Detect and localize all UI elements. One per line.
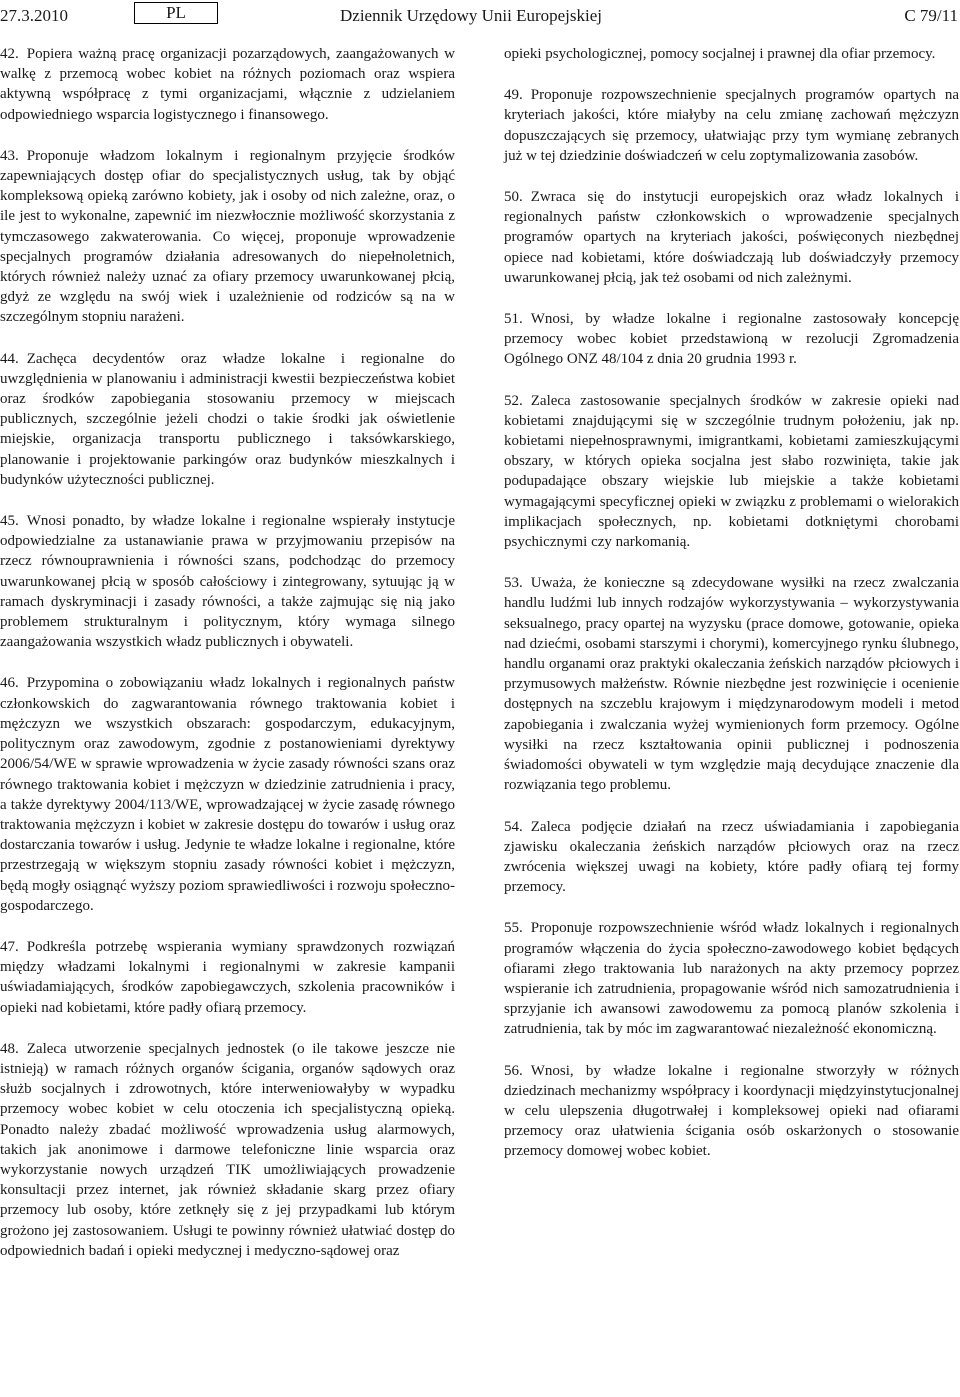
paragraph-text: Zaleca zastosowanie specjalnych środków w zakresie opieki nad kobietami znajdującymi się w szczególnie trudnym położeniu, jak np. kobietami niepełnosprawnymi, imigrantkami, kobietami zamieszkującymi obszary, w których opieka socjalna jest słabo rozwinięta, takie jak podupadające obszary wiejskie lub miejskie a także kobietami wymagającymi specyficznej opieki w związku z problemami o wielorakich implikacjach społecznych, np. kobietami dotkniętymi chorobami psychicznymi czy narkomanią. xyxy=(504,392,959,551)
paragraph-number: 53. xyxy=(504,575,523,592)
left-column xyxy=(0,44,455,1282)
paragraph-text: Zaleca utworzenie specjalnych jednostek (o ile takowe jeszcze nie istnieją) w ramach różnych organów ścigania, organów sądowych oraz służb socjalnych i zdrowotnych, które interweniowałyby w wypadku przemocy wobec kobiet w celu otoczenia ich specjalistyczną opieką. Ponadto należy zbadać możliwość wprowadzenia usług alarmowych, takich jak anonimowe i darmowe telefoniczne linie wsparcia oraz wykorzystanie nowych urządzeń TIK umożliwiających prowadzenie konsultacji przez internet, jak również składanie skarg przez ofiary przemocy lub osoby, które zetknęły się z jej przypadkami lub którym grożono jej zastosowaniem. Usługi te powinny również ułatwiać dostęp do odpowiednich badań i opieki medycznej i medyczno-sądowej oraz xyxy=(0,1040,455,1259)
paragraph-49 xyxy=(504,85,959,166)
paragraph-56 xyxy=(504,1061,959,1162)
paragraph-46 xyxy=(0,673,455,915)
paragraph-47 xyxy=(0,937,455,1018)
paragraph-48 xyxy=(0,1039,455,1261)
paragraph-text: Proponuje władzom lokalnym i regionalnym przyjęcie środków zapewniających dostęp ofiar do specjalistycznych usług, tak by objąć kompleksową opieką zarówno kobiety, jak i osoby od nich zależne, oraz, o ile jest to wykonalne, zapewnić im niezwłocznie możliwość skorzystania z tymczasowego zakwaterowania. Co więcej, proponuje wprowadzenie specjalnych programów działania adresowanych do niepełnoletnich, których również należy uznać za ofiary przemocy uwarunkowanej płcią, gdyż ze względu na swój wiek i uzależnienie od rodziców są na w szczególnym stopniu narażeni. xyxy=(0,147,455,326)
paragraph-number: 43. xyxy=(0,147,19,164)
journal-title: Dziennik Urzędowy Unii Europejskiej xyxy=(340,6,603,25)
paragraph-text: opieki psychologicznej, pomocy socjalnej i prawnej dla ofiar przemocy. xyxy=(504,46,936,62)
paragraph-text: Wnosi ponadto, by władze lokalne i regionalne wspierały instytucje odpowiedzialne za ustanawianie prawa w przyjmowaniu przepisów na rzecz równouprawnienia i równości szans, podchodząc do przemocy uwarunkowanej płcią w sposób całościowy i zintegrowany, sytuując ją w ramach dyskryminacji i zasady równości, a także zajmując się nią jako problemem strukturalnym i politycznym, który wymaga silnego zaangażowania wszystkich władz publicznych i obywateli. xyxy=(0,513,455,651)
paragraph-number: 56. xyxy=(504,1062,523,1079)
paragraph-text: Proponuje rozpowszechnienie specjalnych programów opartych na kryteriach jakości, które miałyby na celu zmianę zachowań mężczyzn dopuszczających się przemocy, ułatwiając przy tym wymianę zebranych już w tej dziedzinie doświadczeń w celu zoptymalizowania zasobów. xyxy=(504,87,959,164)
paragraph-43 xyxy=(0,146,455,328)
paragraph-48-continued xyxy=(504,44,959,64)
paragraph-number: 52. xyxy=(504,392,523,409)
paragraph-number: 49. xyxy=(504,87,523,104)
paragraph-text: Wnosi, by władze lokalne i regionalne zastosowały koncepcję przemocy wobec kobiet przedstawioną w rezolucji Zgromadzenia Ogólnego ONZ 48/104 z dnia 20 grudnia 1993 r. xyxy=(504,311,959,368)
publication-date: 27.3.2010 xyxy=(0,6,68,25)
paragraph-51 xyxy=(504,309,959,370)
paragraph-55 xyxy=(504,918,959,1039)
paragraph-number: 54. xyxy=(504,818,523,835)
language-code-box: PL xyxy=(134,2,218,24)
page-header xyxy=(0,0,960,32)
paragraph-number: 48. xyxy=(0,1040,19,1057)
paragraph-number: 47. xyxy=(0,938,19,955)
paragraph-number: 45. xyxy=(0,513,19,530)
paragraph-text: Uważa, że konieczne są zdecydowane wysiłki na rzecz zwalczania handlu ludźmi lub innych rodzajów wykorzystywania – wykorzystywania seksualnego, pracy opartej na wyzysku (prace domowe, gotowanie, opieka nad dziećmi, osobami starszymi i chorymi), komercyjnego rynku ślubnego, handlu organami oraz praktyki okaleczania żeńskich narządów płciowych i przymusowych małżeństw. Równie niezbędne jest rozwinięcie i ocenienie dostępnych na szczeblu krajowym i międzynarodowym modeli i metod zapobiegania i zwalczania wyżej wymienionych form przemocy. Ogólne wysiłki na rzecz kształtowania opinii publicznej i podnoszenia świadomości obywateli w tym względzie mają decydujące znaczenie dla rozwiązania tego problemu. xyxy=(504,575,959,794)
paragraph-50 xyxy=(504,187,959,288)
paragraph-45 xyxy=(0,511,455,652)
paragraph-number: 42. xyxy=(0,46,19,62)
paragraph-53 xyxy=(504,573,959,795)
paragraph-text: Przypomina o zobowiązaniu władz lokalnych i regionalnych państw członkowskich do zagwarantowania równego traktowania kobiet i mężczyzn we wszystkich obszarach: gospodarczym, edukacyjnym, politycznym oraz zawodowym, zgodnie z postanowieniami dyrektywy 2006/54/WE w sprawie wprowadzenia w życie zasady równości szans oraz równego traktowania kobiet i mężczyzn w dziedzinie zatrudnienia i pracy, a także dyrektywy 2004/113/WE, wprowadzającej w życie zasadę równego traktowania mężczyzn i kobiet w zakresie dostępu do towarów i usług oraz dostarczania towarów i usług. Jedynie te władze lokalne i regionalne, które przestrzegają w większym stopniu zasady równości kobiet i mężczyzn, będą mogły osiągnąć wyższy poziom sprawiedliwości i rozwoju społeczno-gospodarczego. xyxy=(0,675,455,914)
paragraph-number: 51. xyxy=(504,311,523,328)
paragraph-text: Proponuje rozpowszechnienie wśród władz lokalnych i regionalnych programów włączenia do życia społeczno-zawodowego kobiet będących ofiarami złego traktowania lub narażonych na akty przemocy poprzez wspieranie ich zatrudnienia, propagowanie wśród nich samozatrudnienia i sprzyjanie ich awansowi zawodowemu za pomocą planów szkolenia i zatrudnienia, tak by móc im zagwarantować niezależność ekonomiczną. xyxy=(504,920,959,1038)
paragraph-number: 55. xyxy=(504,920,523,937)
paragraph-54 xyxy=(504,817,959,898)
paragraph-text: Zwraca się do instytucji europejskich oraz władz lokalnych i regionalnych państw członkowskich o wprowadzenie specjalnych programów opartych na kryteriach jakości, poświęconych niezbędnej opiece nad kobietami, które doświadczają lub doświadczyły przemocy uwarunkowanej płcią, jak też osobami od nich zależnymi. xyxy=(504,189,959,286)
paragraph-text: Podkreśla potrzebę wspierania wymiany sprawdzonych rozwiązań między władzami lokalnymi i regionalnymi w zakresie kampanii uświadamiających, środków zapobiegawczych, szkolenia pracowników i opieki nad kobietami, które padły ofiarą przemocy. xyxy=(0,938,455,1016)
paragraph-42 xyxy=(0,44,455,125)
right-column xyxy=(504,44,959,1183)
paragraph-number: 50. xyxy=(504,189,523,206)
paragraph-text: Zachęca decydentów oraz władze lokalne i regionalne do uwzględnienia w planowaniu i administracji kwestii bezpieczeństwa kobiet oraz środków zapobiegania stosowaniu przemocy w miejscach publicznych, szczególnie jeżeli chodzi o takie środki jak oświetlenie miejskie, organizacja transportu publicznego i taksówkarskiego, planowanie i projektowanie parkingów oraz budynków mieszkalnych i budynków użyteczności publicznej. xyxy=(0,350,455,488)
paragraph-52 xyxy=(504,391,959,553)
paragraph-number: 44. xyxy=(0,350,19,367)
paragraph-44 xyxy=(0,349,455,490)
paragraph-text: Popiera ważną pracę organizacji pozarządowych, zaangażowanych w walkę z przemocą wobec kobiet na różnych poziomach oraz wspiera aktywną współpracę z tymi organizacjami, włącznie z udzielaniem odpowiedniego wsparcia logistycznego i finansowego. xyxy=(0,46,455,123)
paragraph-text: Zaleca podjęcie działań na rzecz uświadamiania i zapobiegania zjawisku okaleczania żeńskich narządów płciowych oraz na rzecz zwrócenia większej uwagi na kobiety, które padły ofiarą tej formy przemocy. xyxy=(504,818,959,896)
paragraph-number: 46. xyxy=(0,675,19,692)
paragraph-text: Wnosi, by władze lokalne i regionalne stworzyły w różnych dziedzinach mechanizmy współpracy i koordynacji międzyinstytucjonalnej w celu ulepszenia długotrwałej i kompleksowej opieki nad ofiarami przemocy oraz ułatwienia ścigania osób oskarżonych o stosowanie przemocy domowej wobec kobiet. xyxy=(504,1062,959,1160)
page-reference: C 79/11 xyxy=(904,6,958,25)
